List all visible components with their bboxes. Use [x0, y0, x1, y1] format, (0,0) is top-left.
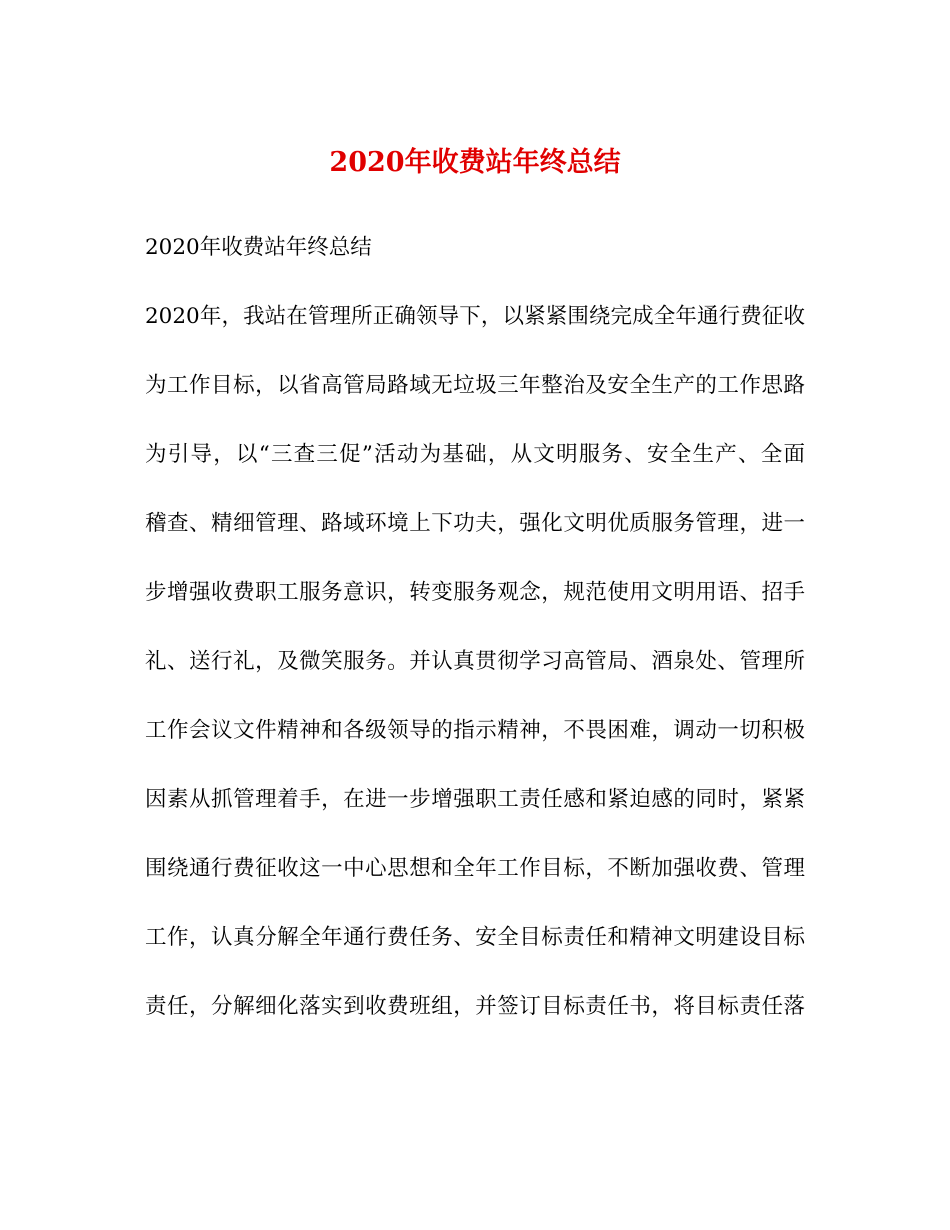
document-subtitle: 2020年收费站年终总结: [145, 235, 372, 260]
body-line-11: 责任，分解细化落实到收费班组，并签订目标责任书，将目标责任落: [145, 994, 805, 1019]
body-line-3: 为引导，以“三查三促”活动为基础，从文明服务、安全生产、全面: [145, 442, 805, 467]
body-line-2: 为工作目标，以省高管局路域无垃圾三年整治及安全生产的工作思路: [145, 373, 805, 398]
body-line-7: 工作会议文件精神和各级领导的指示精神，不畏困难，调动一切积极: [145, 718, 805, 743]
body-line-6: 礼、送行礼，及微笑服务。并认真贯彻学习高管局、酒泉处、管理所: [145, 649, 805, 674]
body-line-10: 工作，认真分解全年通行费任务、安全目标责任和精神文明建设目标: [145, 925, 805, 950]
body-line-9: 围绕通行费征收这一中心思想和全年工作目标，不断加强收费、管理: [145, 856, 805, 881]
body-line-4: 稽查、精细管理、路域环境上下功夫，强化文明优质服务管理，进一: [145, 511, 805, 536]
document-body: [145, 225, 805, 1053]
body-line-8: 因素从抓管理着手，在进一步增强职工责任感和紧迫感的同时，紧紧: [145, 787, 805, 812]
body-line-5: 步增强收费职工服务意识，转变服务观念，规范使用文明用语、招手: [145, 580, 805, 605]
body-line-1: 2020年，我站在管理所正确领导下，以紧紧围绕完成全年通行费征收: [145, 304, 805, 329]
document-title: 2020年收费站年终总结: [329, 147, 621, 178]
